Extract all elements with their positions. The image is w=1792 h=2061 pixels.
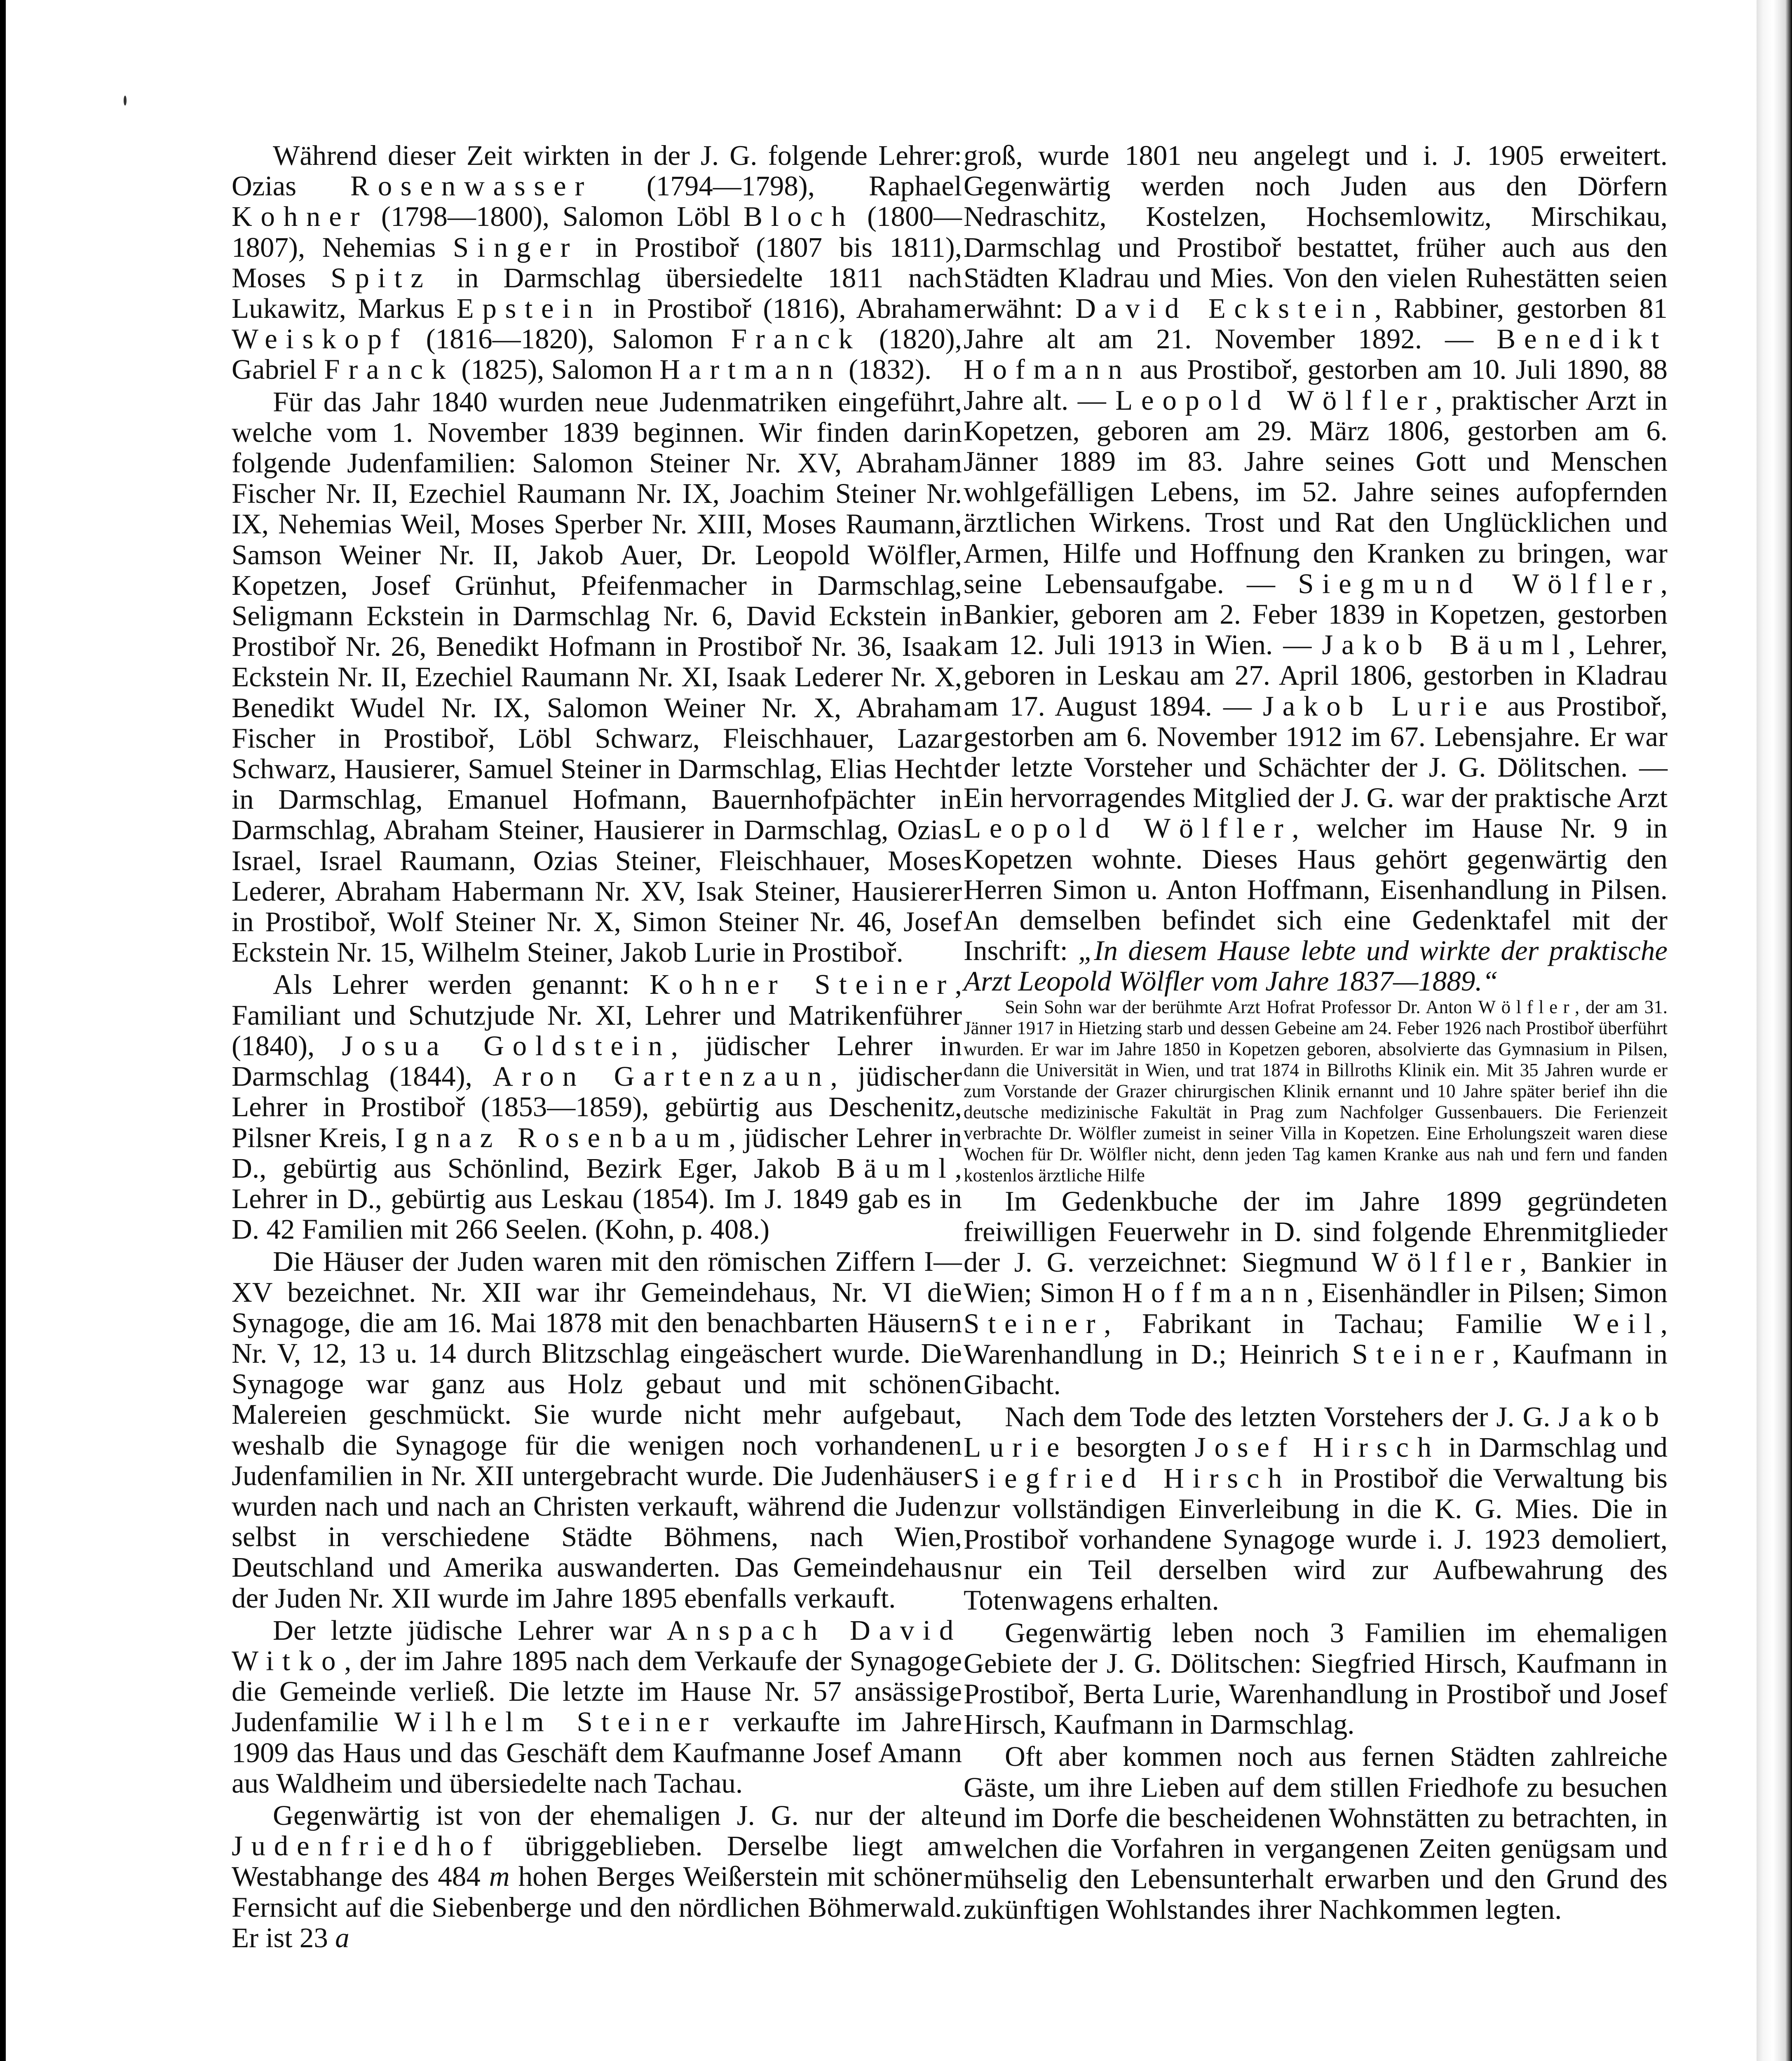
book-page — [6, 0, 1757, 2061]
scan-speck — [124, 96, 127, 106]
paragraph-visitors: Oft aber kommen noch aus fernen Städten zahlreiche Gäste, um ihre Lieben auf dem stillen Friedhofe zu besuchen und im Dorfe die bescheidenen Wohnstätten zu betrachten, in welchen die Vorfahren in vergangenen Zeiten genügsam und mühselig den Lebensunterhalt erwarben und den Grund des zukünftigen Wohlstandes ihrer Nachkommen legten. — [964, 1741, 1668, 1925]
paragraph-honorary-members: Im Gedenkbuche der im Jahre 1899 gegründeten freiwilligen Feuerwehr in D. sind folgende Ehrenmitglieder der J. G. verzeichnet: Siegmund Wölfler, Bankier in Wien; Simon Hoffmann, Eisenhändler in Pilsen; Simon Steiner, Fabrikant in Tachau; Familie Weil, Warenhandlung in D.; Heinrich Steiner, Kaufmann in Gibacht. — [964, 1185, 1668, 1400]
paragraph-teachers-1794-1832: Während dieser Zeit wirkten in der J. G. folgende Lehrer: Ozias Rosenwasser (1794—1798), Raphael Kohner (1798—1800), Salomon Löbl Bloch (1800—1807), Nehemias Singer in Prostiboř (1807 bis 1811), Moses Spitz in Darmschlag übersiedelte 1811 nach Lukawitz, Markus Epstein in Prostiboř (1816), Abraham Weiskopf (1816—1820), Salomon Franck (1820), Gabriel Franck (1825), Salomon Hartmann (1832). — [232, 140, 962, 385]
page-edge-shadow — [1757, 0, 1792, 2061]
paragraph-jewish-families-1840: Für das Jahr 1840 wurden neue Judenmatriken eingeführt, welche vom 1. November 1839 beginnen. Wir finden darin folgende Judenfamilien: Salomon Steiner Nr. XV, Abraham Fischer Nr. II, Ezechiel Raumann Nr. IX, Joachim Steiner Nr. IX, Nehemias Weil, Moses Sperber Nr. XIII, Moses Raumann, Samson Weiner Nr. II, Jakob Auer, Dr. Leopold Wölfler, Kopetzen, Josef Grünhut, Pfeifenmacher in Darmschlag, Seligmann Eckstein in Darmschlag Nr. 6, David Eckstein in Prostiboř Nr. 26, Benedikt Hofmann in Prostiboř Nr. 36, Isaak Eckstein Nr. II, Ezechiel Raumann Nr. XI, Isaak Lederer Nr. X, Benedikt Wudel Nr. IX, Salomon Weiner Nr. X, Abraham Fischer in Prostiboř, Löbl Schwarz, Fleischhauer, Lazar Schwarz, Hausierer, Samuel Steiner in Darmschlag, Elias Hecht in Darmschlag, Emanuel Hofmann, Bauernhofpächter in Darmschlag, Abraham Steiner, Hausierer in Darmschlag, Ozias Israel, Israel Raumann, Ozias Steiner, Fleischhauer, Moses Lederer, Abraham Habermann Nr. XV, Isak Steiner, Hausierer in Prostiboř, Wolf Steiner Nr. X, Simon Steiner Nr. 46, Josef Eckstein Nr. 15, Wilhelm Steiner, Jakob Lurie in Prostiboř. — [232, 386, 962, 968]
paragraph-cemetery-graves: groß, wurde 1801 neu angelegt und i. J. 1905 erweitert. Gegenwärtig werden noch Juden aus den Dörfern Nedraschitz, Kostelzen, Hochsemlowitz, Mirschikau, Darmschlag und Prostiboř bestattet, früher auch aus den Städten Kladrau und Mies. Von den vielen Ruhestätten seien erwähnt: David Eckstein, Rabbiner, gestorben 81 Jahre alt am 21. November 1892. — Benedikt Hofmann aus Prostiboř, gestorben am 10. Juli 1890, 88 Jahre alt. — Leopold Wölfler, praktischer Arzt in Kopetzen, geboren am 29. März 1806, gestorben am 6. Jänner 1889 im 83. Jahre seines Gott und Menschen wohlgefälligen Lebens, im 52. Jahre seines aufopfernden ärztlichen Wirkens. Trost und Rat den Unglücklichen und Armen, Hilfe und Hoffnung den Kranken zu bringen, war seine Lebensaufgabe. — Siegmund Wölfler, Bankier, geboren am 2. Feber 1839 in Kopetzen, gestorben am 12. Juli 1913 in Wien. — Jakob Bäuml, Lehrer, geboren in Leskau am 27. April 1806, gestorben in Kladrau am 17. August 1894. — Jakob Lurie aus Prostiboř, gestorben am 6. November 1912 im 67. Lebensjahre. Er war der letzte Vorsteher und Schächter der J. G. Dölitschen. — Ein hervorragendes Mitglied der J. G. war der praktische Arzt Leopold Wölfler, welcher im Hause Nr. 9 in Kopetzen wohnte. Dieses Haus gehört gegenwärtig den Herren Simon u. Anton Hoffmann, Eisenhandlung in Pilsen. An demselben befindet sich eine Gedenktafel mit der Inschrift: „In diesem Hause lebte und wirkte der praktische Arzt Leopold Wölfler vom Jahre 1837—1889.“ — [964, 140, 1668, 997]
paragraph-last-teacher: Der letzte jüdische Lehrer war Anspach David Witko, der im Jahre 1895 nach dem Verkaufe der Synagoge die Gemeinde verließ. Die letzte im Hause Nr. 57 ansässige Judenfamilie Wilhelm Steiner verkaufte im Jahre 1909 das Haus und das Geschäft dem Kaufmanne Josef Amann aus Waldheim und übersiedelte nach Tachau. — [232, 1614, 962, 1799]
text-column-right — [964, 140, 1668, 1925]
paragraph-remaining-families: Gegenwärtig leben noch 3 Familien im ehemaligen Gebiete der J. G. Dölitschen: Siegfried Hirsch, Kaufmann in Prostiboř, Berta Lurie, Warenhandlung in Prostiboř und Josef Hirsch, Kaufmann in Darmschlag. — [964, 1617, 1668, 1740]
footnote-anton-woelfler: Sein Sohn war der berühmte Arzt Hofrat Professor Dr. Anton Wölfler, der am 31. Jänner 1917 in Hietzing starb und dessen Gebeine am 24. Feber 1926 nach Prostiboř überführt wurden. Er war im Jahre 1850 in Kopetzen geboren, absolvierte das Gymnasium in Pilsen, dann die Universität in Wien, und trat 1874 in Billroths Klinik ein. Mit 35 Jahren wurde er zum Vorstande der Grazer chirurgischen Klinik ernannt und 10 Jahre später berief ihn die deutsche medizinische Fakultät in Prag zum Nachfolger Gussenbauers. Die Ferienzeit verbrachte Dr. Wölfler zumeist in seiner Villa in Kopetzen. Eine Erholungszeit waren diese Wochen für Dr. Wölfler nicht, denn jeden Tag kamen Kranke aus nah und fern und fanden kostenlos ärztliche Hilfe — [964, 996, 1668, 1185]
paragraph-cemetery: Gegenwärtig ist von der ehemaligen J. G. nur der alte Judenfriedhof übriggeblieben. Derselbe liegt am Westabhange des 484 m hohen Berges Weißerstein mit schöner Fernsicht auf die Siebenberge und den nördlichen Böhmerwald. Er ist 23 a — [232, 1799, 962, 1953]
paragraph-teachers-named: Als Lehrer werden genannt: Kohner Steiner, Familiant und Schutzjude Nr. XI, Lehrer und Matrikenführer (1840), Josua Goldstein, jüdischer Lehrer in Darmschlag (1844), Aron Gartenzaun, jüdischer Lehrer in Prostiboř (1853—1859), gebürtig aus Deschenitz, Pilsner Kreis, Ignaz Rosenbaum, jüdischer Lehrer in D., gebürtig aus Schönlind, Bezirk Eger, Jakob Bäuml, Lehrer in D., gebürtig aus Leskau (1854). Im J. 1849 gab es in D. 42 Familien mit 266 Seelen. (Kohn, p. 408.) — [232, 969, 962, 1245]
paragraph-administration: Nach dem Tode des letzten Vorstehers der J. G. Jakob Lurie besorgten Josef Hirsch in Darmschlag und Siegfried Hirsch in Prostiboř die Verwaltung bis zur vollständigen Einverleibung in die K. G. Mies. Die in Prostiboř vorhandene Synagoge wurde i. J. 1923 demoliert, nur ein Teil derselben wird zur Aufbewahrung des Totenwagens erhalten. — [964, 1401, 1668, 1616]
paragraph-houses-synagogue: Die Häuser der Juden waren mit den römischen Ziffern I—XV bezeichnet. Nr. XII war ihr Gemeindehaus, Nr. VI die Synagoge, die am 16. Mai 1878 mit den benachbarten Häusern Nr. V, 12, 13 u. 14 durch Blitzschlag eingeäschert wurde. Die Synagoge war ganz aus Holz gebaut und mit schönen Malereien geschmückt. Sie wurde nicht mehr aufgebaut, weshalb die Synagoge für die wenigen noch vorhandenen Judenfamilien in Nr. XII untergebracht wurde. Die Judenhäuser wurden nach und nach an Christen verkauft, während die Juden selbst in verschiedene Städte Böhmens, nach Wien, Deutschland und Amerika auswanderten. Das Gemeindehaus der Juden Nr. XII wurde im Jahre 1895 ebenfalls verkauft. — [232, 1246, 962, 1614]
text-column-left — [232, 140, 962, 1953]
